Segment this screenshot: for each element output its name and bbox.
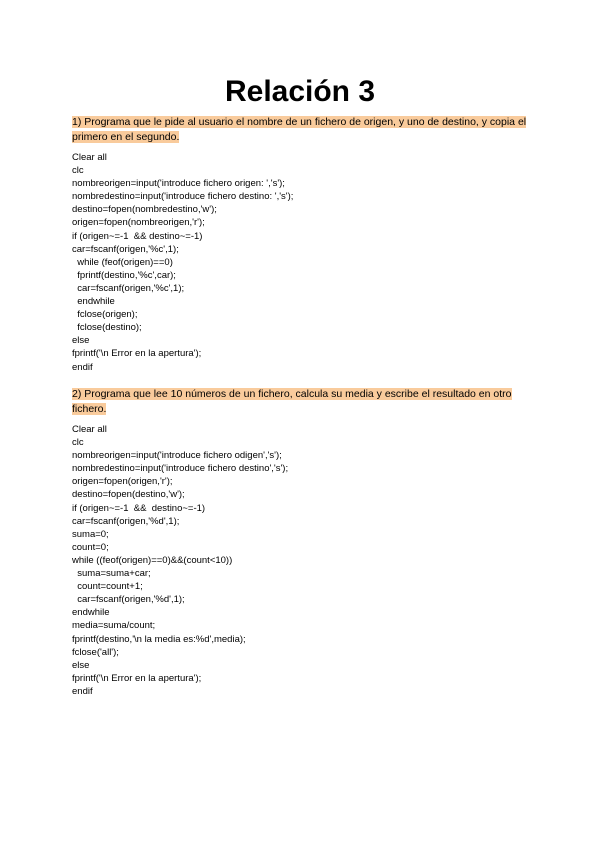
code-line: if (origen~=-1 && destino~=-1) <box>72 230 203 242</box>
code-line: media=suma/count; <box>72 620 156 632</box>
code-line: clc <box>72 437 84 449</box>
code-line: if (origen~=-1 && destino~=-1) <box>72 502 206 514</box>
code-line: count=count+1; <box>72 581 143 593</box>
code-line: nombreorigen=input('introduce fichero origen: ','s'); <box>72 178 285 190</box>
code-line: endif <box>72 361 93 373</box>
code-line: car=fscanf(origen,'%d',1); <box>72 515 180 527</box>
code-line: fclose(origen); <box>72 309 138 321</box>
code-line: fprintf(destino,'\n la media es:%d',media); <box>72 633 246 645</box>
code-line: while (feof(origen)==0) <box>72 256 173 268</box>
exercise-2-prompt <box>72 387 527 417</box>
code-line: nombredestino=input('introduce fichero destino: ','s'); <box>72 191 294 203</box>
page-title: Relación 3 <box>224 75 376 108</box>
code-line: endif <box>72 685 93 697</box>
code-line: clc <box>72 165 84 177</box>
code-line: fclose('all'); <box>72 646 119 658</box>
code-line: origen=fopen(nombreorigen,'r'); <box>72 217 205 229</box>
code-line: destino=fopen(destino,'w'); <box>72 489 185 501</box>
code-line: Clear all <box>72 424 107 435</box>
code-line: origen=fopen(origen,'r'); <box>72 476 173 488</box>
code-line: fprintf('\n Error en la apertura'); <box>72 672 202 684</box>
code-line: fclose(destino); <box>72 322 142 334</box>
code-line: else <box>72 659 90 671</box>
exercise-2-code <box>72 423 532 698</box>
exercise-2-prompt-text: 2) Programa que lee 10 números de un fichero, calcula su media y escribe el resultado en otro fichero. <box>72 388 512 415</box>
code-line: nombreorigen=input('introduce fichero odigen','s'); <box>72 450 282 462</box>
exercise-1-code <box>72 151 532 374</box>
code-line: Clear all <box>72 152 107 163</box>
code-line: fprintf('\n Error en la apertura'); <box>72 348 202 360</box>
code-line: suma=0; <box>72 528 109 540</box>
code-line: count=0; <box>72 541 109 553</box>
code-line: destino=fopen(nombredestino,'w'); <box>72 204 217 216</box>
code-line: else <box>72 335 90 347</box>
code-line: suma=suma+car; <box>72 568 151 580</box>
exercise-1-prompt <box>72 115 527 145</box>
code-line: car=fscanf(origen,'%d',1); <box>72 594 185 606</box>
code-line: endwhile <box>72 296 115 308</box>
exercise-1-prompt-text: 1) Programa que le pide al usuario el nombre de un fichero de origen, y uno de destino, y copia el primero en el segundo. <box>72 116 527 143</box>
code-line: fprintf(destino,'%c',car); <box>72 269 176 281</box>
code-line: car=fscanf(origen,'%c',1); <box>72 243 179 255</box>
code-line: car=fscanf(origen,'%c',1); <box>72 282 185 294</box>
code-line: nombredestino=input('introduce fichero destino','s'); <box>72 463 289 475</box>
code-line: while ((feof(origen)==0)&&(count<10)) <box>72 554 233 566</box>
code-line: endwhile <box>72 607 110 619</box>
